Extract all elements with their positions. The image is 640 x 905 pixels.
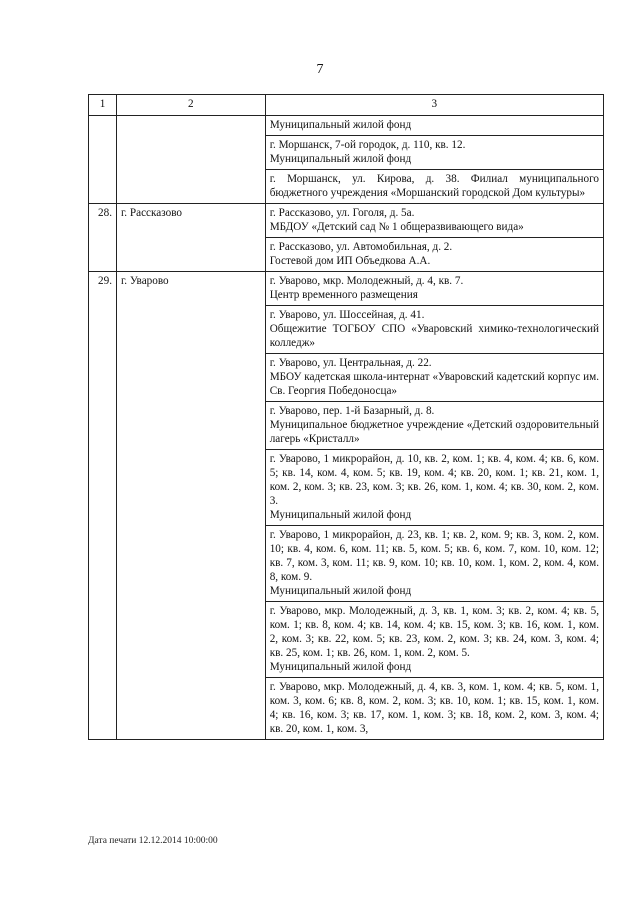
row-number-cell: 28. [89,204,117,272]
entry-text: г. Рассказово, ул. Гоголя, д. 5а. [269,207,415,219]
entry-text: г. Уварово, мкр. Молодежный, д. 4, кв. 3, ком. 1, ком. 4; кв. 5, ком. 1, ком. 3, ком. 6; кв. 8, ком. 2, ком. 3; кв. 10, ком. 1; кв. 15, ком. 1, ком. 4; кв. 16, ком. 3; кв. 17, ком. 1, ком. 3; кв. 18, ком. 2, ком. 3, ком. 4; кв. 20, ком. 1, ком. 3, [269,681,599,735]
print-date: Дата печати 12.12.2014 10:00:00 [88,836,218,846]
entry-text: Муниципальный жилой фонд [269,585,412,597]
facility-entry-cell [265,402,603,450]
entry-text: г. Уварово, ул. Центральная, д. 22. [269,357,432,369]
entry-text: Гостевой дом ИП Объедкова А.А. [269,255,431,267]
entry-text: г. Уварово, ул. Шоссейная, д. 41. [269,309,425,321]
facility-entry-cell [265,678,603,740]
entry-text: Муниципальный жилой фонд [269,509,412,521]
settlement-cell [116,116,265,204]
entry-text: Муниципальный жилой фонд [269,153,412,165]
table-body [89,116,604,740]
page-number: 7 [316,62,324,77]
entry-text: г. Уварово, мкр. Молодежный, д. 3, кв. 1, ком. 3; кв. 2, ком. 4; кв. 5, ком. 1; кв. 8, ком. 4; кв. 14, ком. 4; кв. 15, ком. 3; кв. 16, ком. 1, ком. 2, ком. 3; кв. 22, ком. 5; кв. 23, ком. 2, ком. 3; кв. 24, ком. 3, ком. 4; кв. 25, ком. 1; кв. 26, ком. 1, ком. 2, ком. 5. [269,605,599,659]
entry-text: Центр временного размещения [269,289,418,301]
entry-text: Муниципальное бюджетное учреждение «Детский оздоровительный лагерь «Кристалл» [269,419,599,445]
header-col-2: 2 [116,95,265,116]
entry-text: г. Моршанск, ул. Кирова, д. 38. Филиал муниципального бюджетного учреждения «Моршанский городской Дом культуры» [269,173,599,199]
settlements-table [88,94,604,740]
facility-entry-cell [265,602,603,678]
entry-text: г. Рассказово, ул. Автомобильная, д. 2. [269,241,453,253]
settlement-cell: г. Уварово [116,272,265,740]
facility-entry-cell [265,450,603,526]
facility-entry-cell [265,170,603,204]
row-number-cell [89,116,117,204]
facility-entry-cell [265,306,603,354]
entry-text: г. Уварово, мкр. Молодежный, д. 4, кв. 7. [269,275,464,287]
row-number-cell: 29. [89,272,117,740]
facility-entry-cell [265,526,603,602]
facility-entry-cell [265,354,603,402]
entry-text: г. Моршанск, 7-ой городок, д. 110, кв. 12. [269,139,466,151]
entry-text: Муниципальный жилой фонд [269,661,412,673]
facility-entry-cell [265,272,603,306]
entry-text: Общежитие ТОГБОУ СПО «Уваровский химико-технологический колледж» [269,323,599,349]
entry-text: МБОУ кадетская школа-интернат «Уваровский кадетский корпус им. Св. Георгия Победоносца» [269,371,599,397]
facility-entry-cell [265,238,603,272]
facility-entry-cell [265,204,603,238]
table-row [89,272,604,306]
entry-text: г. Уварово, 1 микрорайон, д. 10, кв. 2, ком. 1; кв. 4, ком. 4; кв. 6, ком. 5; кв. 14, ком. 4, ком. 5; кв. 19, ком. 4; кв. 20, ком. 1; кв. 21, ком. 1, ком. 2, ком. 3; кв. 23, ком. 3; кв. 26, ком. 1, ком. 4; кв. 30, ком. 2, ком. 3. [269,453,599,507]
table-row [89,204,604,238]
entry-text: Муниципальный жилой фонд [269,119,412,131]
table-header-row [89,95,604,116]
entry-text: г. Уварово, пер. 1-й Базарный, д. 8. [269,405,435,417]
entry-text: МБДОУ «Детский сад № 1 общеразвивающего вида» [269,221,524,233]
settlement-cell: г. Рассказово [116,204,265,272]
table-row [89,116,604,136]
entry-text: г. Уварово, 1 микрорайон, д. 23, кв. 1; кв. 2, ком. 9; кв. 3, ком. 2, ком. 10; кв. 4, ком. 6, ком. 11; кв. 5, ком. 5; кв. 6, ком. 7, ком. 10, ком. 12; кв. 7, ком. 3, ком. 11; кв. 9, ком. 10; кв. 10, ком. 1, ком. 2, ком. 4, ком. 8, ком. 9. [269,529,599,583]
header-col-1: 1 [89,95,117,116]
facility-entry-cell [265,116,603,136]
header-col-3: 3 [265,95,603,116]
facility-entry-cell [265,136,603,170]
